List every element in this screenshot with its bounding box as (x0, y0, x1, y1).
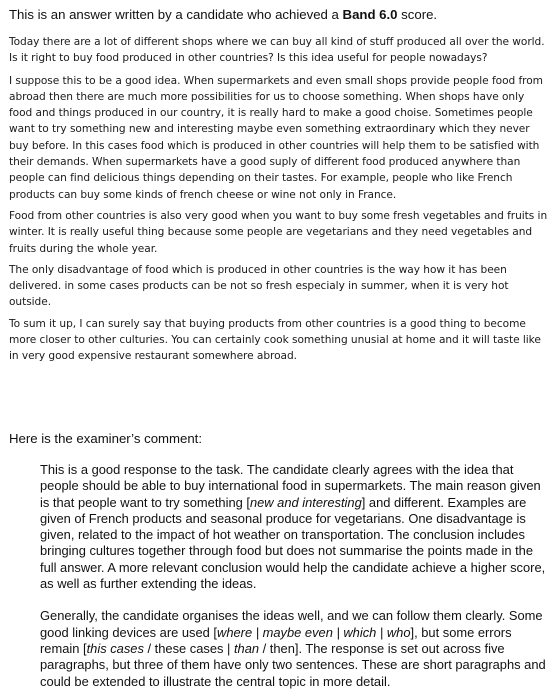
comment-text: ] and different. Examples are given of French products and seasonal produce for vegetarians. One disadvantage is given, related to the impact of hot weather on transportation. The conclusion includes bringing cultures together through food but does not summarise the points made in the full answer. A more relevant conclusion would help the candidate achieve a higher score, as well as further extending the ideas. (40, 494, 546, 592)
essay-paragraph: I suppose this to be a good idea. When supermarkets and even small shops provide people food from abroad then there are much more possibilities for us to choose something. When shops have only food and things produced in our country, it is really hard to make a good choise. Sometimes people want to try something new and interesting maybe even something extraordinary which they never buy before. In this cases food which is produced in other countries will help them to be satisfied with their demands. When supermarkets have a good suply of different food produced anywhere than people can find delicious things depending on their tastes. For example, people who like French products can buy some kinds of french cheese or wine not only in France. (9, 74, 543, 201)
examiner-comment (40, 462, 546, 690)
comment-text: / these cases | (143, 640, 234, 656)
band-score: Band 6.0 (342, 7, 398, 22)
intro-line (9, 7, 549, 23)
comment-quote: than (233, 640, 260, 656)
intro-prefix: This is an answer written by a candidate who achieved a (9, 7, 343, 22)
comment-paragraph (40, 462, 546, 592)
comment-quote: new and interesting (249, 494, 362, 510)
essay-paragraph: Food from other countries is also very good when you want to buy some fresh vegetables and fruits in winter. It is really useful thing because some people are vegetarians and they need vegetables and fruits during the whole year. (9, 209, 548, 255)
essay-paragraph: The only disadvantage of food which is produced in other countries is the way how it has been delivered. in some cases products can be not so fresh especialy in summer, when it is very hot outside. (9, 263, 509, 309)
essay-paragraph: To sum it up, I can surely say that buying products from other countries is a good thing to become more closer to other culturies. You can certainly cook something unusial at home and it will taste like in very good expensive restaurant somewhere abroad. (9, 317, 541, 363)
comment-text: This is a good response to the task. The candidate clearly agrees with the idea that people should be able to buy international food in supermarkets. The main reason given is that people want to try something [ (40, 462, 541, 510)
examiner-heading: Here is the examiner’s comment: (9, 431, 203, 446)
intro-suffix: score. (397, 7, 438, 22)
comment-text: / then]. The response is set out across five paragraphs, but three of them have only two sentences. These are short paragraphs and could be extended to illustrate the central topic in more detail. (40, 640, 546, 689)
comment-paragraph (40, 608, 546, 689)
comment-text: Generally, the candidate organises the ideas well, and we can follow them clearly. Some good linking devices are used [ (40, 608, 543, 640)
comment-text: ], but some errors remain [ (40, 624, 512, 656)
comment-quote: where | maybe even | which | who (217, 624, 411, 640)
essay-prompt: Today there are a lot of different shops where we can buy all kind of stuff produced all over the world. Is it right to buy food produced in other countries? Is this idea useful for people nowadays? (9, 36, 545, 65)
candidate-essay (9, 34, 549, 365)
comment-quote: this cases (86, 640, 144, 656)
